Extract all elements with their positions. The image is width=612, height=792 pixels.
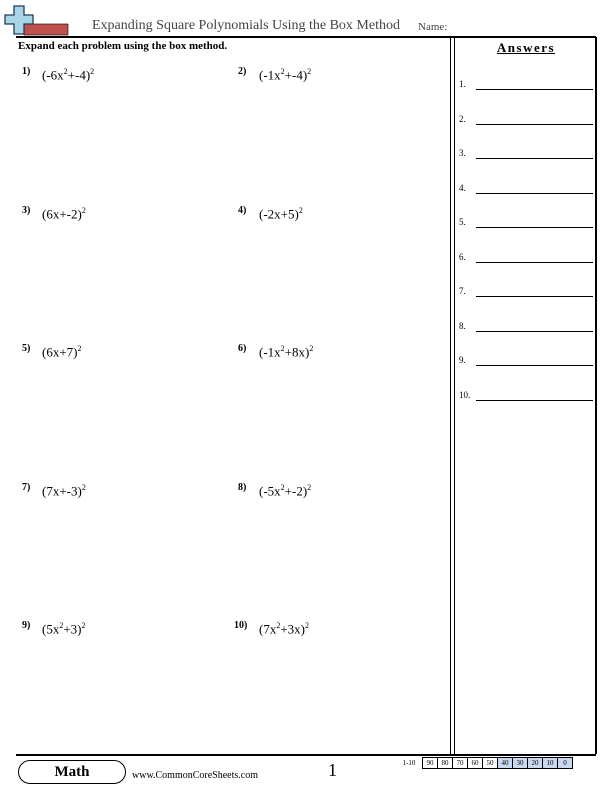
website-url: www.CommonCoreSheets.com: [132, 770, 259, 781]
answers-heading: Answers: [496, 40, 556, 55]
problem-number: 5): [22, 343, 31, 354]
answer-blank[interactable]: [476, 227, 593, 228]
problem-number: 3): [22, 205, 31, 216]
problem-expression: $(-5x^2+-2)^2$: [259, 483, 312, 499]
column-divider: [450, 37, 455, 754]
answer-label: 8.: [459, 321, 466, 331]
problem-expression: $(-1x^2+8x)^2$: [259, 344, 314, 360]
worksheet-title: Expanding Square Polynomials Using the Box Method: [92, 18, 400, 33]
answer-blank[interactable]: [476, 296, 593, 297]
problem-expression: $(-2x+5)^2$: [259, 206, 303, 222]
answer-label: 7.: [459, 286, 466, 296]
answer-label: 1.: [459, 79, 466, 89]
page-number: 1: [328, 760, 337, 780]
problem-number: 4): [238, 205, 247, 216]
answer-blank[interactable]: [476, 365, 593, 366]
problem-number: 10): [234, 620, 248, 631]
answer-row: [459, 146, 593, 160]
header-rule: [16, 36, 596, 38]
subject-badge: Math: [18, 760, 126, 784]
footer-rule: [16, 754, 596, 756]
answer-blank[interactable]: [476, 262, 593, 263]
problem-number: 9): [22, 620, 31, 631]
score-cell: 10: [543, 758, 558, 769]
problem-number: 6): [238, 343, 247, 354]
problem-expression: $(-1x^2+-4)^2$: [259, 67, 312, 83]
name-label: Name:: [418, 21, 448, 33]
score-cell: 0: [558, 758, 573, 769]
answer-row: [459, 77, 593, 91]
problem-expression: $(7x^2+3x)^2$: [259, 621, 310, 637]
answer-row: [459, 250, 593, 264]
right-border: [595, 37, 597, 754]
answer-label: 2.: [459, 114, 466, 124]
problem-number: 8): [238, 482, 247, 493]
answer-label: 9.: [459, 355, 466, 365]
answer-row: [459, 112, 593, 126]
answer-blank[interactable]: [476, 89, 593, 90]
instructions: Expand each problem using the box method.: [18, 40, 228, 52]
problem-expression: $(-6x^2+-4)^2$: [42, 67, 95, 83]
score-table: [396, 757, 573, 769]
score-cell: 20: [528, 758, 543, 769]
problem-expression: $(6x+7)^2$: [42, 344, 82, 360]
answer-label: 3.: [459, 148, 466, 158]
answer-row: [459, 388, 593, 402]
problem-number: 7): [22, 482, 31, 493]
problem-expression: $(6x+-2)^2$: [42, 206, 86, 222]
score-cell: 50: [483, 758, 498, 769]
score-range-label: 1-10: [402, 759, 416, 767]
answer-label: 10.: [459, 390, 471, 400]
problem-number: 2): [238, 66, 247, 77]
answer-label: 4.: [459, 183, 466, 193]
answer-row: [459, 319, 593, 333]
answer-row: [459, 353, 593, 367]
answer-blank[interactable]: [476, 124, 593, 125]
answer-row: [459, 284, 593, 298]
answer-row: [459, 181, 593, 195]
score-cell: 70: [453, 758, 468, 769]
answer-blank[interactable]: [476, 158, 593, 159]
score-cell: 60: [468, 758, 483, 769]
answer-row: [459, 215, 593, 229]
answer-blank[interactable]: [476, 193, 593, 194]
score-cell: 30: [513, 758, 528, 769]
answer-label: 5.: [459, 217, 466, 227]
problem-expression: $(7x+-3)^2$: [42, 483, 86, 499]
score-cell: 40: [498, 758, 513, 769]
answer-blank[interactable]: [476, 331, 593, 332]
answer-label: 6.: [459, 252, 466, 262]
plus-cross-icon: [4, 4, 70, 36]
score-cell: 80: [438, 758, 453, 769]
problem-expression: $(5x^2+3)^2$: [42, 621, 86, 637]
answer-blank[interactable]: [476, 400, 593, 401]
score-cell: 90: [423, 758, 438, 769]
problem-number: 1): [22, 66, 31, 77]
